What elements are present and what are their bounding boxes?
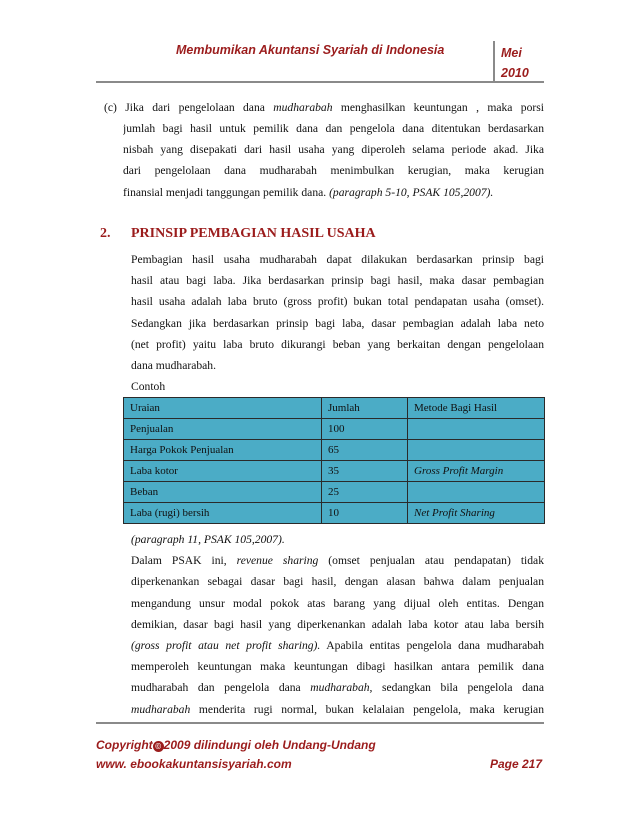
header-divider — [493, 41, 495, 81]
profit-sharing-table — [123, 397, 545, 524]
intro-line: hasil atau bagi laba. Jika berdasarkan prinsip bagi hasil, maka dasar pembagian — [131, 274, 544, 288]
header-month: Mei — [501, 46, 522, 60]
header-date — [501, 43, 529, 83]
table-row — [124, 461, 545, 482]
copyright-line — [96, 738, 376, 752]
body-line: demikian, dasar bagi hasil yang diperkenankan adalah laba kotor atau laba bersih — [131, 617, 544, 631]
intro-line: Sedangkan jika berdasarkan prinsip bagi laba, dasar pembagian adalah laba neto — [131, 316, 544, 330]
table-cell: Gross Profit Margin — [408, 461, 545, 482]
table-cell — [408, 419, 545, 440]
body-line: diperkenankan sebagai dasar bagi hasil, dengan alasan bahwa dalam penjualan — [131, 575, 544, 589]
body-line: mudharabah dan pengelola dana mudharabah, sedangkan bila pengelola dana — [131, 681, 544, 695]
body-line: mudharabah menderita rugi normal, bukan kelalaian pengelola, maka kerugian — [131, 702, 544, 716]
table-cell: 65 — [322, 440, 408, 461]
header-year: 2010 — [501, 66, 529, 80]
section-title: PRINSIP PEMBAGIAN HASIL USAHA — [131, 226, 376, 241]
page-footer — [96, 722, 544, 771]
table-header-cell: Uraian — [124, 398, 322, 419]
para-c-line: finansial menjadi tanggungan pemilik dana. (paragraph 5-10, PSAK 105,2007). — [123, 185, 494, 199]
table-cell: Beban — [124, 482, 322, 503]
intro-paragraph — [131, 249, 544, 397]
intro-line: Pembagian hasil usaha mudharabah dapat dilakukan berdasarkan prinsip bagi — [131, 253, 544, 266]
table-cell — [408, 440, 545, 461]
table-cell: 10 — [322, 503, 408, 524]
table-header-cell: Metode Bagi Hasil — [408, 398, 545, 419]
table-cell: Harga Pokok Penjualan — [124, 440, 322, 461]
header-title: Membumikan Akuntansi Syariah di Indonesia — [176, 43, 445, 57]
body-line: memperoleh keuntungan maka keuntungan dibagi hasilkan antara pemilik dana — [131, 660, 544, 674]
paragraph-c — [104, 97, 544, 118]
website-link[interactable]: www. ebookakuntansisyariah.com — [96, 757, 292, 771]
table-cell: 35 — [322, 461, 408, 482]
table-header-cell: Jumlah — [322, 398, 408, 419]
table-cell — [408, 482, 545, 503]
paragraph-c-cont — [123, 118, 544, 203]
page-number: Page 217 — [489, 757, 542, 771]
table-row — [124, 440, 545, 461]
copyright-icon: © — [153, 741, 164, 752]
para-c-line: nisbah yang disepakati dari hasil usaha yang diperoleh selama periode akad. Jika — [123, 143, 544, 157]
intro-line: hasil usaha adalah laba bruto (gross profit) bukan total pendapatan usaha (omset). — [131, 295, 544, 309]
table-cell: Net Profit Sharing — [408, 503, 545, 524]
para-c-line: jumlah bagi hasil untuk pemilik dana dan pengelola dana ditentukan berdasarkan — [123, 122, 544, 135]
body-line: Dalam PSAK ini, revenue sharing (omset penjualan atau pendapatan) tidak — [131, 554, 544, 568]
para-c-line: dari pengelolaan dana mudharabah menimbulkan kerugian, maka kerugian — [123, 164, 544, 178]
table-cell: 100 — [322, 419, 408, 440]
table-row — [124, 419, 545, 440]
table-row — [124, 503, 545, 524]
body-paragraph — [131, 529, 544, 720]
para-c-line: (c) Jika dari pengelolaan dana mudharabah menghasilkan keuntungan , maka porsi — [104, 101, 544, 114]
table-cell: Penjualan — [124, 419, 322, 440]
intro-line: dana mudharabah. — [131, 358, 216, 372]
table-cell: 25 — [322, 482, 408, 503]
contoh-label: Contoh — [131, 380, 166, 394]
table-cell: Laba (rugi) bersih — [124, 503, 322, 524]
intro-line: (net profit) yaitu laba bruto dikurangi beban yang berkaitan dengan pengelolaan — [131, 337, 544, 351]
table-header-row — [124, 398, 545, 419]
section-number: 2. — [100, 226, 111, 241]
citation: (paragraph 11, PSAK 105,2007). — [131, 533, 285, 546]
body-line: mengandung unsur modal pokok atas barang yang dijual oleh entitas. Dengan — [131, 596, 544, 610]
copyright-text: 2009 dilindungi oleh Undang-Undang — [163, 738, 376, 752]
body-line: (gross profit atau net profit sharing). Apabila entitas pengelola dana mudharabah — [131, 638, 544, 652]
table-row — [124, 482, 545, 503]
table-cell: Laba kotor — [124, 461, 322, 482]
copyright-label: Copyright — [96, 738, 153, 752]
page-header — [96, 41, 544, 83]
